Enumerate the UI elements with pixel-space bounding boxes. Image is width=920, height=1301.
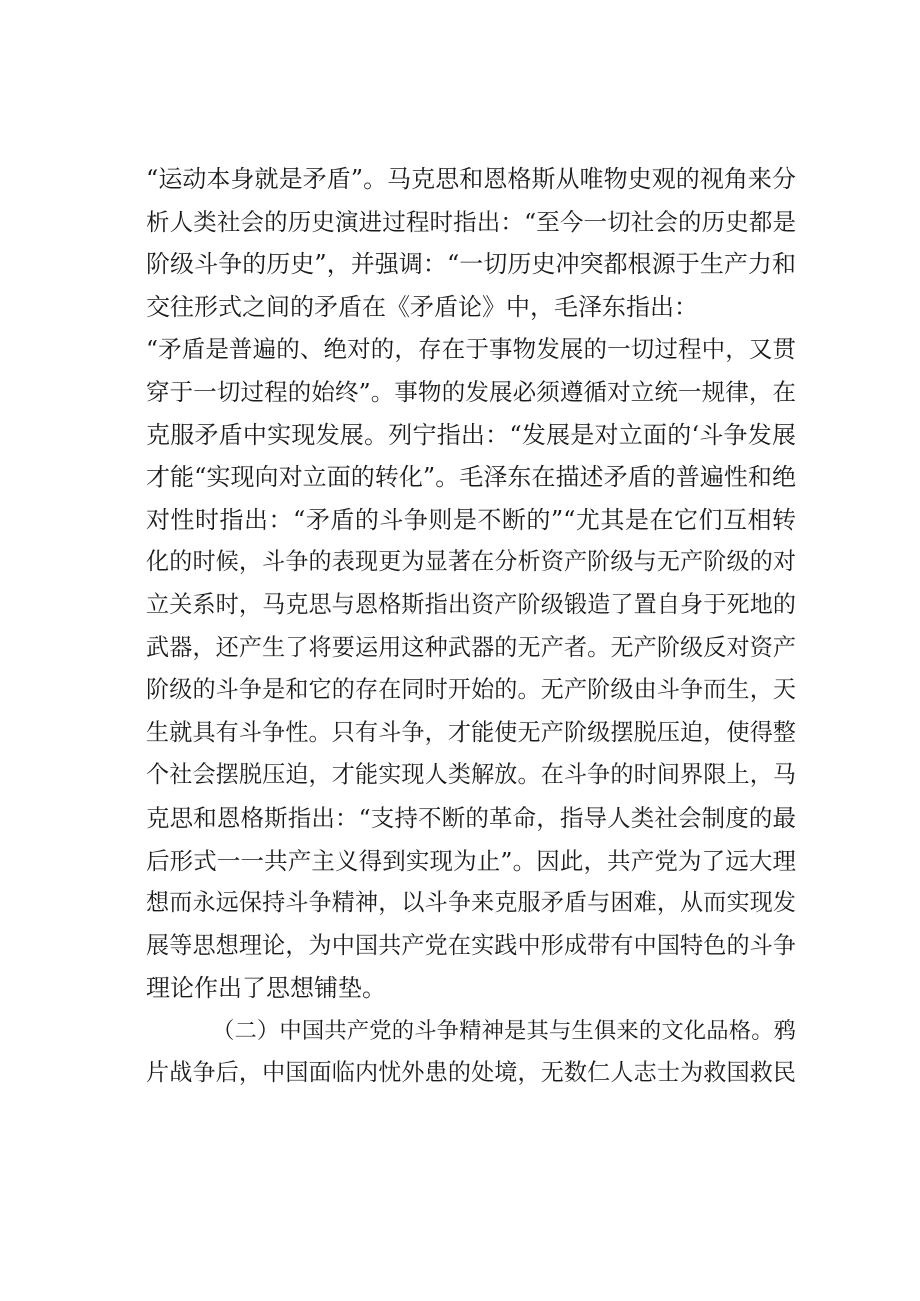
text-line: 立关系时，马克思与恩格斯指出资产阶级锻造了置自身于死地的 [146,591,796,618]
text-line: 交往形式之间的矛盾在《矛盾论》中，毛泽东指出： [146,292,698,321]
text-line: 克思和恩格斯指出：“支持不断的革命，指导人类社会制度的最 [146,803,796,832]
text-line: “矛盾是普遍的、绝对的，存在于事物发展的一切过程中，又贯 [146,335,796,364]
text-line: 阶级斗争的历史”，并强调：“一切历史冲突都根源于生产力和 [146,250,796,279]
text-line: 析人类社会的历史演进过程时指出：“至今一切社会的历史都是 [146,207,796,236]
text-line: “运动本身就是矛盾”。马克思和恩格斯从唯物史观的视角来分 [146,165,796,193]
text-line: 武器，还产生了将要运用这种武器的无产者。无产阶级反对资产 [146,634,796,661]
text-line: 想而永远保持斗争精神，以斗争来克服矛盾与困难，从而实现发 [146,890,796,917]
section-heading-line: （二）中国共产党的斗争精神是其与生俱来的文化品格。鸦 [212,1017,796,1044]
text-line: 个社会摆脱压迫，才能实现人类解放。在斗争的时间界限上，马 [146,762,796,789]
text-line: 化的时候，斗争的表现更为显著在分析资产阶级与无产阶级的对 [146,549,796,576]
text-line: 后形式一一共产主义得到实现为止”。因此，共产党为了远大理 [146,846,796,875]
body-text [146,158,796,1095]
text-line: 生就具有斗争性。只有斗争，才能使无产阶级摆脱压迫，使得整 [146,719,796,746]
text-line: 克服矛盾中实现发展。列宁指出：“发展是对立面的‘斗争发展 [146,420,796,449]
text-line: 阶级的斗争是和它的存在同时开始的。无产阶级由斗争而生，天 [146,677,796,704]
text-line: 穿于一切过程的始终”。事物的发展必须遵循对立统一规律，在 [146,377,796,406]
text-line: 才能“实现向对立面的转化”。毛泽东在描述矛盾的普遍性和绝 [146,463,796,492]
text-line: 对性时指出：“矛盾的斗争则是不断的”“尤其是在它们互相转 [146,505,796,534]
text-line: 片战争后，中国面临内忧外患的处境，无数仁人志士为救国救民 [146,1060,796,1087]
text-line: 理论作出了思想铺垫。 [146,974,386,1003]
text-line: 展等思想理论，为中国共产党在实践中形成带有中国特色的斗争 [146,932,796,959]
